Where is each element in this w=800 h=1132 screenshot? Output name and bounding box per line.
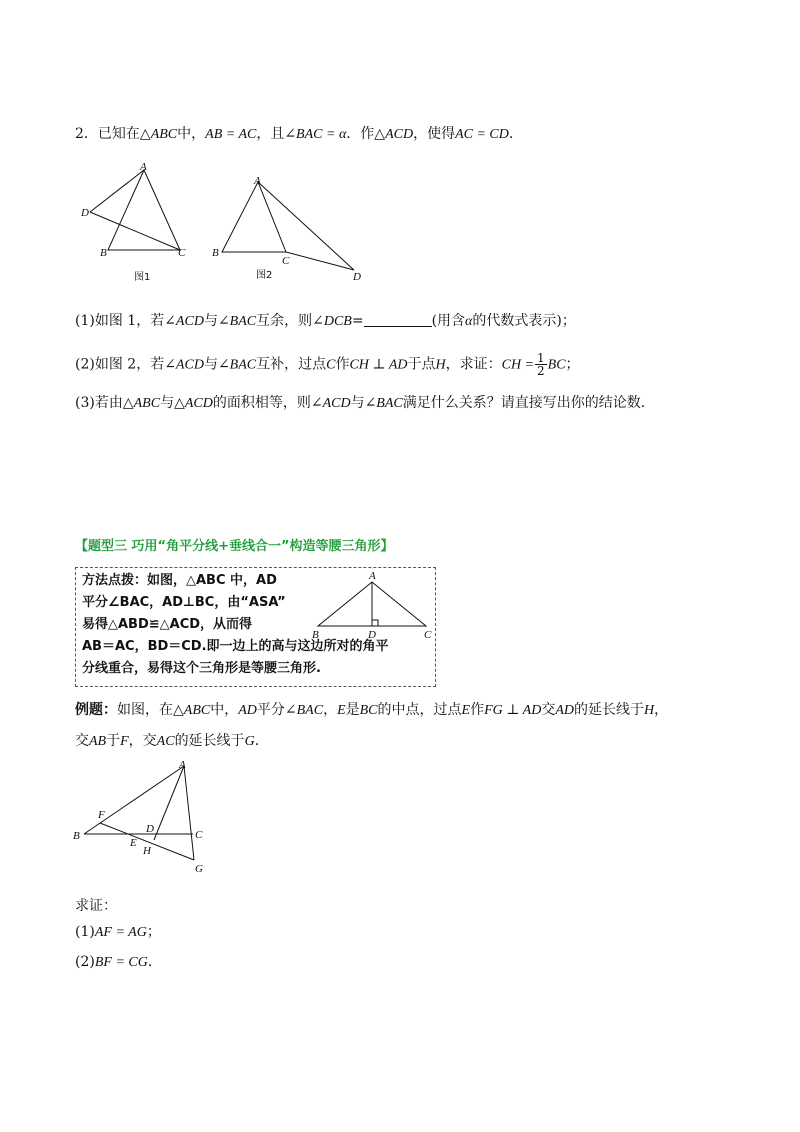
tip-line-1: 方法点拨：如图，△ABC 中，AD [82, 573, 277, 588]
ex-segment-ab [84, 766, 184, 834]
example-figure [70, 760, 220, 880]
tip-line-5: 分线重合，易得这个三角形是等腰三角形. [82, 661, 321, 676]
fig1-label-d: D [81, 207, 89, 219]
tip-line-2: 平分∠BAC，AD⊥BC，由“ASA” [82, 595, 286, 610]
ex-label-f: F [98, 809, 105, 821]
fig1-label-c: C [178, 247, 186, 259]
fig2-triangle-abc [222, 182, 286, 252]
ex-label-g: G [195, 863, 203, 875]
ex-label-c: C [195, 829, 203, 841]
ex-label-e: E [130, 837, 137, 849]
ex-label-h: H [143, 845, 151, 857]
answer-blank[interactable] [364, 312, 432, 327]
question-3: (3)若由△ABC与△ACD的面积相等，则∠ACD与∠BAC满足什么关系？请直接写出你的结论数． [75, 395, 655, 411]
fig1-segment-dc [90, 212, 180, 250]
ex-label-b: B [73, 830, 80, 842]
tip-label-c: C [424, 629, 432, 640]
ex-label-d: D [146, 823, 154, 835]
question-2: (2)如图 2，若∠ACD与∠BAC互补，过点C作CH ⊥ AD于点H，求证：CH = $\frac{1}{2}$ BC； [75, 351, 580, 378]
fig2-caption: 图2 [256, 270, 273, 281]
question-1: (1)如图 1，若∠ACD与∠BAC互余，则∠DCB= (用含α的代数式表示)； [75, 313, 576, 329]
example-line-1: 例题：如图，在△ABC中，AD平分∠BAC，E是BC的中点，过点E作FG ⊥ AD交AD的延长线于H， [75, 702, 669, 718]
figure-2 [206, 170, 366, 285]
tip-label-a: A [369, 570, 376, 582]
fig1-caption: 图1 [134, 272, 151, 283]
tip-figure [308, 568, 434, 640]
ex-segment-ag [184, 766, 194, 860]
prove-label: 求证： [75, 898, 117, 914]
fig1-label-b: B [100, 247, 107, 259]
method-tip-box [75, 567, 436, 687]
tip-line-3: 易得△ABD≌△ACD，从而得 [82, 617, 253, 632]
fraction-one-half: $\frac{1}{2}$ [537, 351, 545, 378]
fig2-label-b: B [212, 247, 219, 259]
tip-line-4: AB＝AC，BD＝CD.即一边上的高与这边所对的角平 [82, 639, 389, 654]
fig2-label-d: D [353, 271, 361, 283]
problem2-statement: 2．已知在△ABC中，AB = AC，且∠BAC = α．作△ACD，使得AC = CD． [75, 126, 523, 142]
ex-segment-ah [154, 766, 184, 840]
fig2-label-a: A [254, 175, 261, 187]
tip-label-d: D [368, 629, 376, 640]
tip-right-angle-mark [372, 620, 378, 626]
ex-label-a: A [179, 760, 186, 771]
section-title: 【题型三 巧用“角平分线+垂线合一”构造等腰三角形】 [75, 539, 394, 554]
fig1-label-a: A [140, 161, 147, 173]
fig2-label-c: C [282, 255, 290, 267]
example-line-2: 交AB于F，交AC的延长线于G． [75, 733, 269, 749]
prove-item-2: (2)BF = CG． [75, 954, 162, 970]
figure-1 [78, 160, 198, 285]
fig1-triangle-abc [108, 170, 180, 250]
fig1-segment-ad [90, 170, 144, 212]
prove-item-1: (1)AF = AG； [75, 924, 161, 940]
tip-label-b: B [312, 629, 319, 640]
